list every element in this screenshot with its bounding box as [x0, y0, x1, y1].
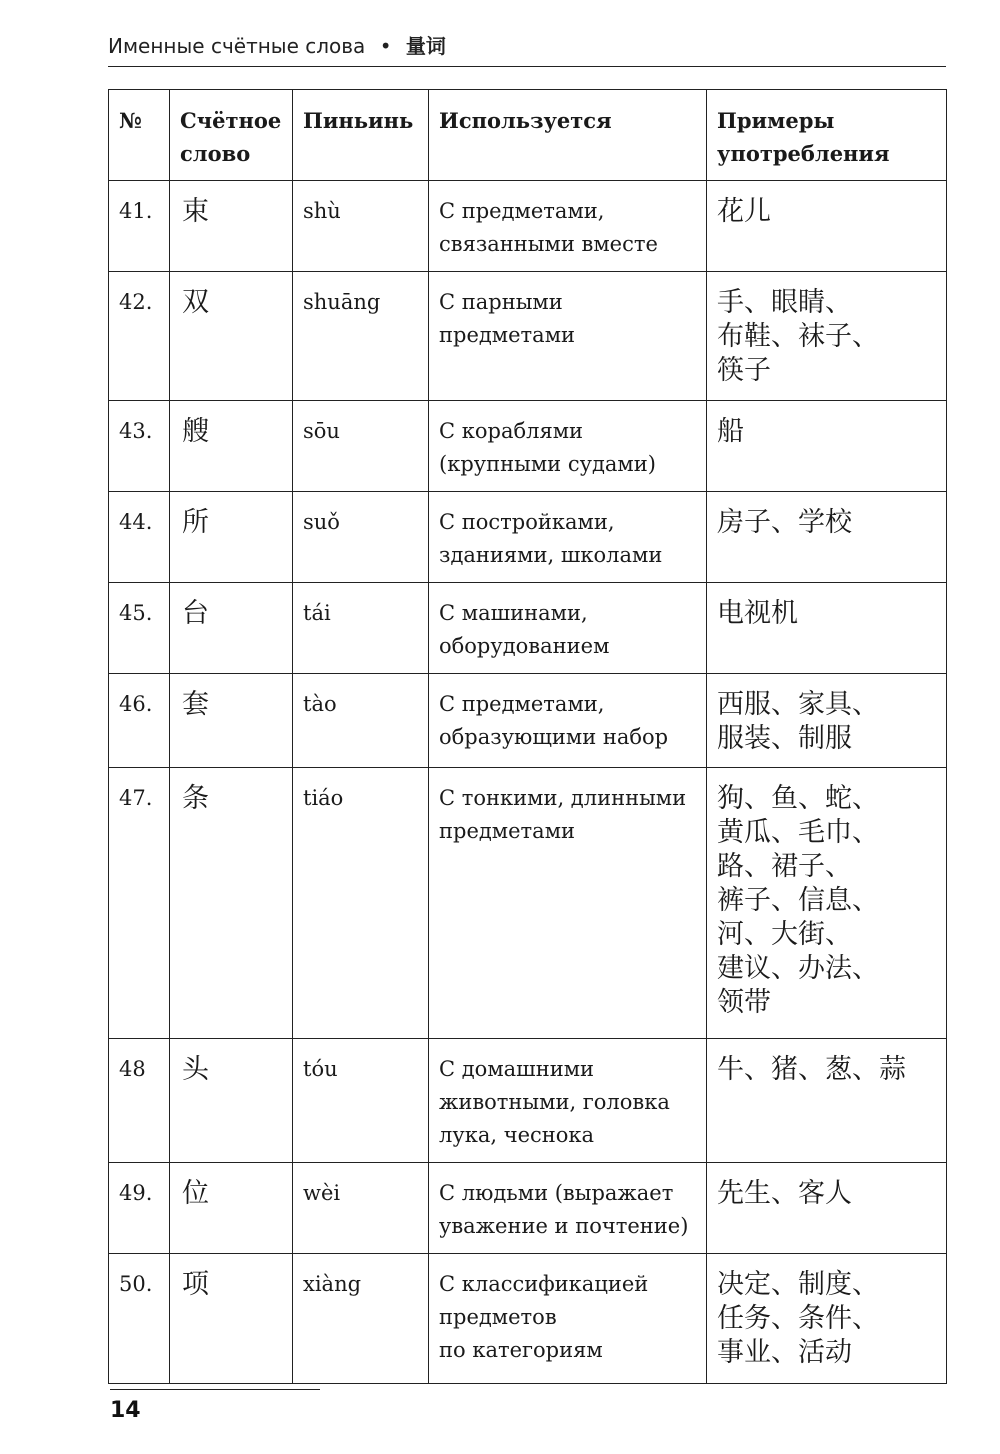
- example-line: 西服、家具、: [717, 689, 879, 720]
- usage: [429, 1254, 707, 1384]
- counter-word: 套: [170, 674, 293, 768]
- example-line: 船: [717, 416, 744, 447]
- header-examples-line1: Примеры: [717, 108, 835, 133]
- examples: [707, 674, 947, 768]
- pinyin: xiàng: [293, 1254, 429, 1384]
- header-title-cn: 量词: [405, 34, 446, 58]
- example-line: 黄瓜、毛巾、: [717, 817, 879, 848]
- row-number: 49.: [109, 1163, 170, 1254]
- examples: [707, 401, 947, 492]
- examples: [707, 583, 947, 674]
- example-line: 布鞋、袜子、: [717, 321, 879, 352]
- usage: [429, 181, 707, 272]
- usage-line: (крупными судами): [439, 452, 656, 476]
- usage-line: С предметами,: [439, 692, 605, 716]
- row-number: 44.: [109, 492, 170, 583]
- pinyin: tóu: [293, 1039, 429, 1163]
- counter-word: 艘: [170, 401, 293, 492]
- counter-word: 台: [170, 583, 293, 674]
- table-row: [109, 272, 947, 401]
- usage-line: предметами: [439, 819, 576, 843]
- header-pinyin: Пиньинь: [293, 90, 429, 181]
- examples: [707, 181, 947, 272]
- examples: [707, 768, 947, 1039]
- footer-rule: [110, 1389, 320, 1390]
- example-line: 领带: [717, 987, 771, 1018]
- examples: [707, 492, 947, 583]
- example-line: 狗、鱼、蛇、: [717, 783, 879, 814]
- row-number: 50.: [109, 1254, 170, 1384]
- usage-line: С парными: [439, 290, 563, 314]
- usage-line: С предметами,: [439, 199, 605, 223]
- usage-line: С тонкими, длинными: [439, 786, 687, 810]
- example-line: 牛、猪、葱、蒜: [717, 1054, 906, 1085]
- example-line: 建议、办法、: [717, 953, 879, 984]
- row-number: 47.: [109, 768, 170, 1039]
- table-row: [109, 1254, 947, 1384]
- usage-line: зданиями, школами: [439, 543, 663, 567]
- examples: [707, 272, 947, 401]
- usage-line: образующими набор: [439, 725, 669, 749]
- usage-line: предметов: [439, 1305, 557, 1329]
- header-title-ru: Именные счётные слова: [108, 34, 366, 58]
- usage: [429, 583, 707, 674]
- table-row: [109, 181, 947, 272]
- counter-word: 束: [170, 181, 293, 272]
- row-number: 41.: [109, 181, 170, 272]
- usage-line: С домашними: [439, 1057, 595, 1081]
- usage-line: С постройками,: [439, 510, 615, 534]
- counter-word: 头: [170, 1039, 293, 1163]
- page-number: 14: [110, 1398, 141, 1423]
- usage: [429, 674, 707, 768]
- usage-line: животными, головка: [439, 1090, 670, 1114]
- table-row: [109, 583, 947, 674]
- header-counter-line1: Счётное: [180, 108, 282, 133]
- examples: [707, 1254, 947, 1384]
- pinyin: tào: [293, 674, 429, 768]
- table-row: [109, 1163, 947, 1254]
- example-line: 河、大街、: [717, 919, 852, 950]
- usage-line: уважение и почтение): [439, 1214, 689, 1238]
- table-row: [109, 401, 947, 492]
- usage: [429, 1039, 707, 1163]
- examples: [707, 1039, 947, 1163]
- usage-line: связанными вместе: [439, 232, 658, 256]
- counter-words-table: [108, 89, 947, 1384]
- usage: [429, 272, 707, 401]
- table-row: [109, 674, 947, 768]
- example-line: 任务、条件、: [717, 1303, 879, 1334]
- example-line: 路、裙子、: [717, 851, 852, 882]
- counter-word: 所: [170, 492, 293, 583]
- example-line: 房子、学校: [717, 507, 852, 538]
- counter-word: 位: [170, 1163, 293, 1254]
- usage: [429, 768, 707, 1039]
- example-line: 花儿: [717, 196, 771, 227]
- usage-line: предметами: [439, 323, 576, 347]
- usage-line: С людьми (выражает: [439, 1181, 674, 1205]
- pinyin: wèi: [293, 1163, 429, 1254]
- running-header: [108, 30, 946, 67]
- header-counter-word: [170, 90, 293, 181]
- row-number: 45.: [109, 583, 170, 674]
- usage: [429, 401, 707, 492]
- usage-line: по категориям: [439, 1338, 603, 1362]
- table-header-row: [109, 90, 947, 181]
- row-number: 48: [109, 1039, 170, 1163]
- row-number: 46.: [109, 674, 170, 768]
- row-number: 43.: [109, 401, 170, 492]
- pinyin: tiáo: [293, 768, 429, 1039]
- usage: [429, 1163, 707, 1254]
- usage-line: лука, чеснока: [439, 1123, 595, 1147]
- header-usage: Используется: [429, 90, 707, 181]
- header-counter-line2: слово: [180, 141, 251, 166]
- header-bullet: •: [379, 34, 392, 58]
- usage: [429, 492, 707, 583]
- counter-word: 项: [170, 1254, 293, 1384]
- example-line: 电视机: [717, 598, 798, 629]
- example-line: 筷子: [717, 355, 771, 386]
- example-line: 服装、制服: [717, 723, 852, 754]
- header-examples: [707, 90, 947, 181]
- example-line: 手、眼睛、: [717, 287, 852, 318]
- pinyin: shù: [293, 181, 429, 272]
- usage-line: С классификацией: [439, 1272, 649, 1296]
- example-line: 事业、活动: [717, 1337, 852, 1368]
- counter-word: 双: [170, 272, 293, 401]
- header-no: №: [109, 90, 170, 181]
- table-row: [109, 768, 947, 1039]
- example-line: 先生、客人: [717, 1178, 852, 1209]
- examples: [707, 1163, 947, 1254]
- pinyin: tái: [293, 583, 429, 674]
- pinyin: sōu: [293, 401, 429, 492]
- header-examples-line2: употребления: [717, 141, 890, 166]
- table-row: [109, 492, 947, 583]
- usage-line: оборудованием: [439, 634, 610, 658]
- pinyin: shuāng: [293, 272, 429, 401]
- counter-word: 条: [170, 768, 293, 1039]
- usage-line: С кораблями: [439, 419, 584, 443]
- usage-line: С машинами,: [439, 601, 588, 625]
- table-row: [109, 1039, 947, 1163]
- row-number: 42.: [109, 272, 170, 401]
- example-line: 决定、制度、: [717, 1269, 879, 1300]
- example-line: 裤子、信息、: [717, 885, 879, 916]
- pinyin: suǒ: [293, 492, 429, 583]
